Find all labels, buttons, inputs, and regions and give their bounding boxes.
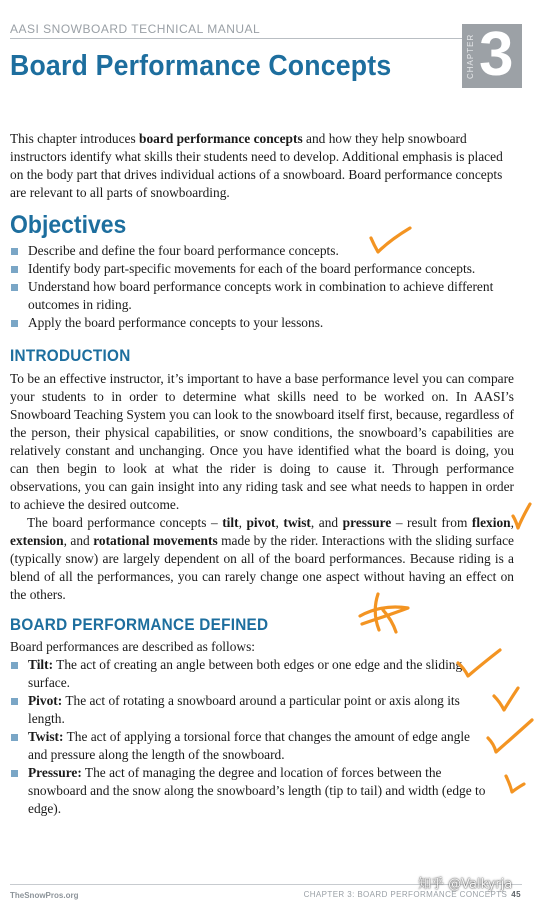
objective-text: Understand how board performance concepts work in combination to achieve different outcomes in riding. — [28, 279, 494, 312]
list-item — [10, 656, 486, 692]
checkmark-icon — [510, 504, 530, 530]
checkmark-icon — [494, 688, 518, 710]
para-text: , — [238, 515, 247, 530]
para-text: , — [510, 515, 514, 530]
para-bold: twist — [283, 515, 311, 530]
introduction-body — [10, 370, 514, 604]
list-item — [10, 278, 520, 314]
bullet-square-icon — [11, 284, 18, 291]
bullet-square-icon — [11, 266, 18, 273]
list-item — [10, 764, 486, 818]
bullet-square-icon — [11, 770, 18, 777]
term-label: Pivot: — [28, 693, 63, 708]
para-bold: flexion — [471, 515, 511, 530]
para-bold: pressure — [342, 515, 392, 530]
term-definition: The act of rotating a snowboard around a particular point or axis along its length. — [28, 693, 460, 726]
board-performance-lead: Board performances are described as follows: — [10, 639, 256, 654]
bullet-square-icon — [11, 248, 18, 255]
para-bold: pivot — [246, 515, 276, 530]
page-title: Board Performance Concepts — [10, 50, 392, 82]
chapter-number: 3 — [479, 20, 514, 89]
para-text: , — [275, 515, 284, 530]
para-bold: tilt — [222, 515, 239, 530]
para-bold: rotational movements — [93, 533, 218, 548]
board-performance-heading: BOARD PERFORMANCE DEFINED — [10, 615, 269, 634]
para-text: – result from — [391, 515, 472, 530]
bullet-square-icon — [11, 734, 18, 741]
introduction-paragraph-2 — [10, 514, 514, 604]
chapter-word: CHAPTER — [466, 33, 475, 79]
term-definition: The act of applying a torsional force that changes the amount of edge angle and pressure along the length of the snowboard. — [28, 729, 470, 762]
list-item — [10, 692, 486, 728]
watermark: 知乎 @Valkyrja — [418, 877, 513, 892]
term-definition: The act of creating an angle between both edges or one edge and the sliding surface. — [28, 657, 463, 690]
checkmark-icon — [488, 720, 532, 752]
para-text: made by the rider. Interactions with the sliding surface (typically snow) are largely dependent on all of the board performances. Because riding is a blend of all the performances, you can rarely change one aspect without having an effect on the others. — [10, 533, 514, 602]
term-definition: The act of managing the degree and location of forces between the snowboard and the snow along the snowboard’s length (tip to tail) and width (edge to edge). — [28, 765, 486, 816]
bullet-square-icon — [11, 698, 18, 705]
running-head: AASI SNOWBOARD TECHNICAL MANUAL — [10, 22, 261, 36]
list-item — [10, 242, 520, 260]
header-rule — [10, 38, 462, 39]
bullet-square-icon — [11, 662, 18, 669]
para-text: , and — [63, 533, 94, 548]
intro-bold: board performance concepts — [139, 131, 303, 146]
intro-text: and how they help snowboard instructors identify what skills their students need to develop. Additional emphasis is placed on the body part that drives individual actions of a snowboard. Board performance concepts are relevant to all parts of snowboarding. — [10, 131, 503, 200]
chapter-tab — [462, 20, 522, 89]
footer-site: TheSnowPros.org — [10, 891, 79, 900]
objective-text: Describe and define the four board performance concepts. — [28, 243, 339, 258]
list-item — [10, 314, 520, 332]
objective-text: Identify body part-specific movements for each of the board performance concepts. — [28, 261, 476, 276]
page-number: 45 — [511, 890, 521, 899]
objectives-title: Objectives — [10, 211, 127, 239]
introduction-heading: INTRODUCTION — [10, 346, 131, 365]
para-text: The board performance concepts – — [27, 515, 223, 530]
footer-chapter-label: CHAPTER 3: BOARD PERFORMANCE CONCEPTS — [303, 890, 508, 899]
board-performance-list — [10, 656, 486, 818]
para-bold: extension — [10, 533, 64, 548]
para-text: , and — [310, 515, 343, 530]
intro-text: This chapter introduces — [10, 131, 140, 146]
term-label: Twist: — [28, 729, 64, 744]
list-item — [10, 260, 520, 278]
list-item — [10, 728, 486, 764]
introduction-paragraph-1: To be an effective instructor, it’s important to have a base performance level you can compare your students to in order to determine what skills need to be worked on. In AASI’s Snowboard Teaching System you can look to the snowboard itself first, because, regardless of the person, their physical capabilities, or snow conditions, the snowboard’s capabilities are relatively constant and unchanging. Once you have identified what the board is doing, you can then begin to look at what the rider is doing to cause it. Through performance observations, you can gain insight into any riding task and see what needs to happen in order to achieve the desired outcome. — [10, 371, 514, 512]
objective-text: Apply the board performance concepts to your lessons. — [28, 315, 324, 330]
checkmark-icon — [506, 776, 524, 792]
intro-paragraph — [10, 130, 514, 202]
term-label: Pressure: — [28, 765, 82, 780]
bullet-square-icon — [11, 320, 18, 327]
objectives-list — [10, 242, 520, 332]
term-label: Tilt: — [28, 657, 54, 672]
